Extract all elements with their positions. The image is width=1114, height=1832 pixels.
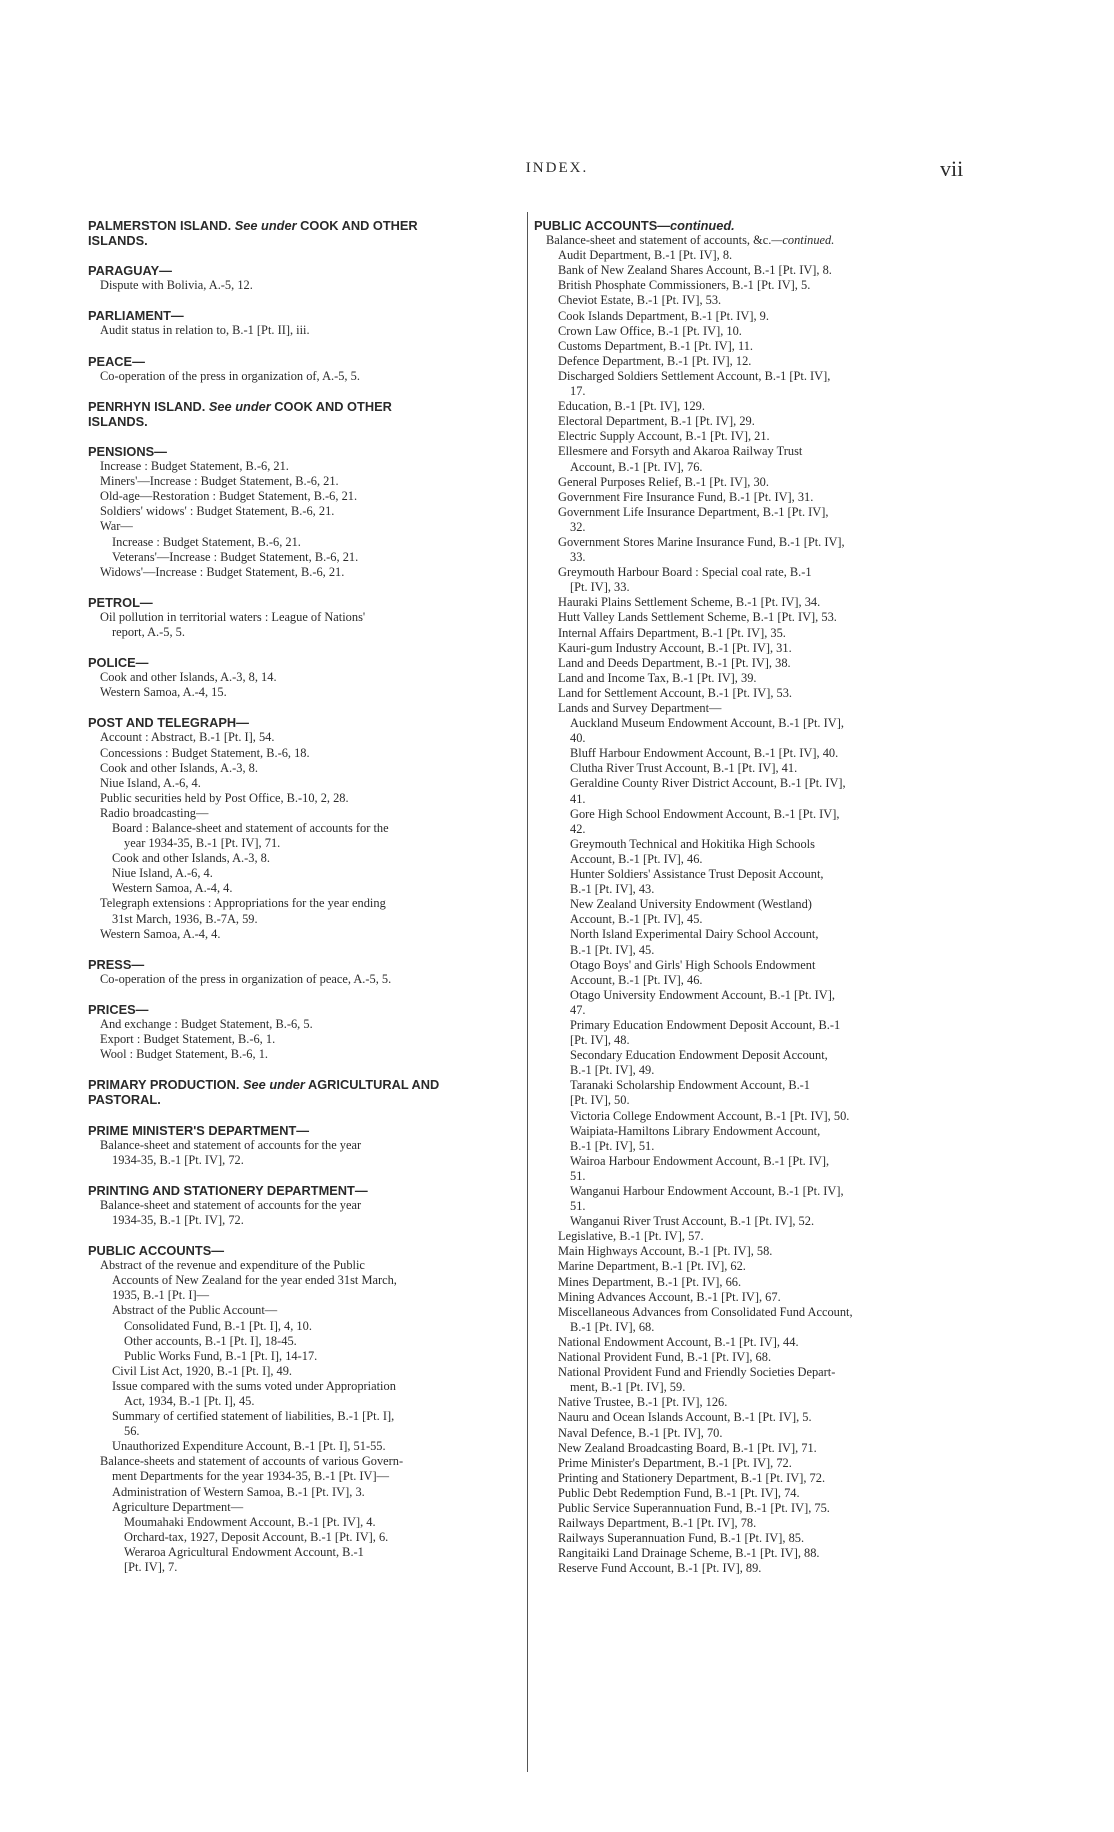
index-entry: Veterans'—Increase : Budget Statement, B.-6, 21. (112, 549, 359, 564)
index-entry: Kauri-gum Industry Account, B.-1 [Pt. IV], 31. (558, 640, 792, 655)
index-entry: Bluff Harbour Endowment Account, B.-1 [Pt. IV], 40. (570, 746, 839, 761)
index-entry: Consolidated Fund, B.-1 [Pt. I], 4, 10. (124, 1318, 312, 1333)
index-entry: B.-1 [Pt. IV], 43. (570, 882, 655, 897)
index-heading (88, 1077, 518, 1092)
index-entry: General Purposes Relief, B.-1 [Pt. IV], 30. (558, 474, 769, 489)
index-entry: Cook and other Islands, A.-3, 8. (112, 851, 270, 866)
index-entry: Nauru and Ocean Islands Account, B.-1 [Pt. IV], 5. (558, 1410, 812, 1425)
index-entry: Primary Education Endowment Deposit Account, B.-1 (570, 1017, 841, 1032)
index-text-segment: PENRHYN ISLAND. (88, 398, 209, 414)
index-entry: North Island Experimental Dairy School Account, (570, 927, 819, 942)
index-entry: Rangitaiki Land Drainage Scheme, B.-1 [Pt. IV], 88. (558, 1546, 820, 1561)
index-entry: Accounts of New Zealand for the year ended 31st March, (112, 1273, 397, 1288)
index-text-segment: See under (208, 398, 271, 414)
index-entry: Account, B.-1 [Pt. IV], 46. (570, 851, 703, 866)
index-entry: 42. (570, 821, 586, 836)
index-entry: National Endowment Account, B.-1 [Pt. IV], 44. (558, 1334, 799, 1349)
index-entry: Prime Minister's Department, B.-1 [Pt. IV], 72. (558, 1455, 792, 1470)
index-entry: year 1934-35, B.-1 [Pt. IV], 71. (124, 836, 281, 851)
index-entry: Gore High School Endowment Account, B.-1 [Pt. IV], (570, 806, 840, 821)
index-heading: PRINTING AND STATIONERY DEPARTMENT— (88, 1182, 368, 1198)
index-text-segment: PALMERSTON ISLAND. (88, 218, 235, 233)
index-entry: Increase : Budget Statement, B.-6, 21. (100, 459, 289, 474)
index-entry: Public securities held by Post Office, B.-10, 2, 28. (100, 790, 349, 805)
index-entry: Soldiers' widows' : Budget Statement, B.-6, 21. (100, 504, 335, 519)
index-entry: Moumahaki Endowment Account, B.-1 [Pt. IV], 4. (124, 1514, 376, 1529)
index-entry: [Pt. IV], 33. (570, 580, 630, 595)
column-divider (527, 212, 528, 1772)
index-entry: Orchard-tax, 1927, Deposit Account, B.-1 [Pt. IV], 6. (124, 1529, 389, 1544)
index-entry: [Pt. IV], 50. (570, 1093, 630, 1108)
index-entry: ment, B.-1 [Pt. IV], 59. (570, 1380, 686, 1395)
index-entry: B.-1 [Pt. IV], 45. (570, 942, 655, 957)
index-entry: Geraldine County River District Account, B.-1 [Pt. IV], (570, 776, 846, 791)
index-entry: National Provident Fund and Friendly Societies Depart- (558, 1365, 836, 1380)
index-entry: Legislative, B.-1 [Pt. IV], 57. (558, 1229, 704, 1244)
index-entry: 1934-35, B.-1 [Pt. IV], 72. (112, 1152, 244, 1167)
index-entry: 41. (570, 791, 586, 806)
index-entry: 47. (570, 1002, 586, 1017)
index-entry: Co-operation of the press in organization of, A.-5, 5. (100, 368, 360, 383)
index-entry: Co-operation of the press in organization of peace, A.-5, 5. (100, 971, 392, 986)
index-entry: Land and Deeds Department, B.-1 [Pt. IV], 38. (558, 655, 791, 670)
index-entry: Marine Department, B.-1 [Pt. IV], 62. (558, 1259, 746, 1274)
index-text-segment: —continued. (657, 218, 735, 233)
index-entry: Act, 1934, B.-1 [Pt. I], 45. (124, 1394, 255, 1408)
index-entry: Defence Department, B.-1 [Pt. IV], 12. (558, 353, 752, 368)
index-entry: Hutt Valley Lands Settlement Scheme, B.-1 [Pt. IV], 53. (558, 610, 837, 625)
index-entry: Main Highways Account, B.-1 [Pt. IV], 58. (558, 1244, 773, 1259)
index-entry: Niue Island, A.-6, 4. (112, 866, 213, 881)
index-entry: And exchange : Budget Statement, B.-6, 5. (100, 1017, 313, 1032)
index-entry: Railways Department, B.-1 [Pt. IV], 78. (558, 1516, 757, 1531)
index-entry: Government Life Insurance Department, B.-1 [Pt. IV], (558, 504, 829, 519)
index-entry: [Pt. IV], 48. (570, 1033, 630, 1048)
index-entry: Public Service Superannuation Fund, B.-1 [Pt. IV], 75. (558, 1500, 830, 1515)
index-heading (534, 218, 970, 233)
index-entry: Clutha River Trust Account, B.-1 [Pt. IV], 41. (570, 761, 798, 776)
index-heading: POST AND TELEGRAPH— (88, 715, 249, 731)
index-entry: Miscellaneous Advances from Consolidated Fund Account, (558, 1304, 853, 1319)
index-entry: Wairoa Harbour Endowment Account, B.-1 [Pt. IV], (570, 1153, 830, 1168)
index-entry: Auckland Museum Endowment Account, B.-1 [Pt. IV], (570, 716, 844, 731)
index-entry: 1934-35, B.-1 [Pt. IV], 72. (112, 1212, 244, 1227)
index-entry: Greymouth Technical and Hokitika High Schools (570, 836, 815, 851)
index-column-right (534, 218, 970, 1576)
index-entry: Agriculture Department— (112, 1499, 244, 1514)
index-entry: Public Debt Redemption Fund, B.-1 [Pt. IV], 74. (558, 1485, 800, 1500)
index-column-left (88, 218, 518, 1575)
index-entry: Western Samoa, A.-4, 4. (112, 881, 233, 896)
index-entry: Mines Department, B.-1 [Pt. IV], 66. (558, 1274, 742, 1289)
index-entry: Government Fire Insurance Fund, B.-1 [Pt. IV], 31. (558, 489, 814, 504)
index-entry: Audit status in relation to, B.-1 [Pt. II], iii. (100, 323, 310, 338)
index-entry: Otago University Endowment Account, B.-1 [Pt. IV], (570, 987, 835, 1002)
index-entry: Abstract of the Public Account— (112, 1303, 278, 1318)
index-entry: Weraroa Agricultural Endowment Account, B.-1 (124, 1544, 364, 1559)
index-entry: Radio broadcasting— (100, 805, 209, 820)
index-entry: Niue Island, A.-6, 4. (100, 775, 201, 790)
index-entry: Victoria College Endowment Account, B.-1 [Pt. IV], 50. (570, 1108, 850, 1123)
index-text-segment: COOK AND OTHER (296, 218, 418, 233)
index-entry: Western Samoa, A.-4, 15. (100, 685, 227, 700)
index-entry: 33. (570, 550, 586, 565)
index-text-segment: PUBLIC ACCOUNTS (534, 218, 658, 233)
index-entry: Otago Boys' and Girls' High Schools Endowment (570, 957, 816, 972)
index-entry: Reserve Fund Account, B.-1 [Pt. IV], 89. (558, 1561, 762, 1576)
index-entry: ment Departments for the year 1934-35, B.-1 [Pt. IV]— (112, 1469, 389, 1484)
index-entry (534, 233, 970, 248)
index-entry: British Phosphate Commissioners, B.-1 [Pt. IV], 5. (558, 278, 811, 293)
index-entry: Government Stores Marine Insurance Fund, B.-1 [Pt. IV], (558, 534, 845, 549)
index-entry: National Provident Fund, B.-1 [Pt. IV], 68. (558, 1350, 772, 1365)
index-entry: Abstract of the revenue and expenditure of the Public (100, 1258, 365, 1273)
index-heading (88, 399, 518, 414)
page-header-title: INDEX. (525, 160, 589, 176)
index-entry: Lands and Survey Department— (558, 701, 722, 715)
index-entry: Crown Law Office, B.-1 [Pt. IV], 10. (558, 323, 742, 338)
index-heading: PASTORAL. (88, 1092, 161, 1108)
index-entry: Naval Defence, B.-1 [Pt. IV], 70. (558, 1425, 723, 1440)
index-entry: 56. (124, 1424, 140, 1439)
index-entry: Account, B.-1 [Pt. IV], 46. (570, 972, 703, 987)
index-entry: Dispute with Bolivia, A.-5, 12. (100, 278, 253, 293)
index-heading: PRIME MINISTER'S DEPARTMENT— (88, 1122, 310, 1138)
index-heading: PARAGUAY— (88, 263, 172, 279)
index-text-segment: PRIMARY PRODUCTION. (88, 1077, 243, 1093)
index-entry: Balance-sheets and statement of accounts of various Govern- (100, 1454, 404, 1469)
index-heading: ISLANDS. (88, 413, 148, 429)
index-heading: PUBLIC ACCOUNTS— (88, 1243, 225, 1259)
index-heading: PEACE— (88, 353, 145, 369)
page-number: vii (940, 156, 964, 181)
index-entry: Concessions : Budget Statement, B.-6, 18. (100, 745, 310, 760)
index-entry: 32. (570, 519, 586, 534)
index-heading: PETROL— (88, 594, 153, 610)
index-text-segment: —continued. (771, 233, 835, 248)
index-entry: Printing and Stationery Department, B.-1 [Pt. IV], 72. (558, 1470, 826, 1485)
index-entry: B.-1 [Pt. IV], 68. (570, 1319, 655, 1334)
index-entry: 31st March, 1936, B.-7A, 59. (112, 911, 258, 926)
index-heading: PENSIONS— (88, 443, 167, 459)
index-entry: Unauthorized Expenditure Account, B.-1 [Pt. I], 51-55. (112, 1439, 386, 1454)
index-entry: report, A.-5, 5. (112, 624, 185, 639)
index-entry: Old-age—Restoration : Budget Statement, B.-6, 21. (100, 489, 358, 504)
index-text-segment: See under (234, 218, 297, 233)
index-entry: New Zealand University Endowment (Westland) (570, 897, 812, 912)
index-entry: Electric Supply Account, B.-1 [Pt. IV], 21. (558, 429, 770, 444)
index-entry: Electoral Department, B.-1 [Pt. IV], 29. (558, 414, 755, 429)
index-entry: Account : Abstract, B.-1 [Pt. I], 54. (100, 730, 275, 745)
index-entry: Secondary Education Endowment Deposit Account, (570, 1048, 828, 1063)
index-entry: Waipiata-Hamiltons Library Endowment Account, (570, 1123, 821, 1138)
index-entry: Ellesmere and Forsyth and Akaroa Railway Trust (558, 444, 803, 459)
index-heading (88, 218, 518, 233)
index-entry: Summary of certified statement of liabilities, B.-1 [Pt. I], (112, 1409, 395, 1424)
index-entry: 51. (570, 1168, 586, 1183)
index-entry: Mining Advances Account, B.-1 [Pt. IV], 67. (558, 1289, 781, 1304)
index-entry: Education, B.-1 [Pt. IV], 129. (558, 399, 705, 414)
index-entry: Telegraph extensions : Appropriations for the year ending (100, 896, 386, 911)
index-entry: Hauraki Plains Settlement Scheme, B.-1 [Pt. IV], 34. (558, 595, 821, 610)
index-entry: Western Samoa, A.-4, 4. (100, 926, 221, 941)
index-entry: Hunter Soldiers' Assistance Trust Deposit Account, (570, 867, 824, 882)
index-entry: Account, B.-1 [Pt. IV], 45. (570, 912, 703, 927)
index-text-segment: COOK AND OTHER (270, 398, 392, 414)
index-heading: PARLIAMENT— (88, 308, 184, 324)
index-entry: B.-1 [Pt. IV], 49. (570, 1063, 655, 1078)
index-entry: Balance-sheet and statement of accounts for the year (100, 1137, 362, 1152)
index-entry: Discharged Soldiers Settlement Account, B.-1 [Pt. IV], (558, 368, 831, 383)
index-entry: Taranaki Scholarship Endowment Account, B.-1 (570, 1078, 811, 1093)
index-entry: 40. (570, 731, 586, 746)
index-entry: Wanganui River Trust Account, B.-1 [Pt. IV], 52. (570, 1214, 815, 1229)
index-heading: POLICE— (88, 655, 149, 671)
index-entry: [Pt. IV], 7. (124, 1560, 178, 1575)
index-entry: 51. (570, 1199, 586, 1214)
index-entry: Account, B.-1 [Pt. IV], 76. (570, 459, 703, 474)
index-heading: PRICES— (88, 1001, 149, 1017)
index-entry: War— (100, 519, 133, 534)
index-entry: Land for Settlement Account, B.-1 [Pt. IV], 53. (558, 685, 792, 700)
index-entry: Widows'—Increase : Budget Statement, B.-6, 21. (100, 564, 345, 579)
index-entry: Wool : Budget Statement, B.-6, 1. (100, 1047, 268, 1062)
index-entry: Audit Department, B.-1 [Pt. IV], 8. (558, 248, 733, 263)
index-entry: B.-1 [Pt. IV], 51. (570, 1138, 655, 1153)
index-entry: Customs Department, B.-1 [Pt. IV], 11. (558, 338, 754, 353)
index-entry: Board : Balance-sheet and statement of accounts for the (112, 821, 389, 835)
index-text-segment: See under (243, 1077, 305, 1093)
index-heading: PRESS— (88, 956, 145, 972)
index-entry: 1935, B.-1 [Pt. I]— (112, 1288, 210, 1303)
index-text-segment: AGRICULTURAL AND (304, 1077, 440, 1093)
index-entry: Native Trustee, B.-1 [Pt. IV], 126. (558, 1395, 728, 1410)
index-entry: Increase : Budget Statement, B.-6, 21. (112, 534, 301, 549)
index-entry: 17. (570, 384, 586, 399)
index-entry: New Zealand Broadcasting Board, B.-1 [Pt. IV], 71. (558, 1440, 817, 1455)
index-entry: Civil List Act, 1920, B.-1 [Pt. I], 49. (112, 1363, 293, 1378)
index-entry: Cook and other Islands, A.-3, 8, 14. (100, 670, 277, 685)
index-entry: Public Works Fund, B.-1 [Pt. I], 14-17. (124, 1348, 318, 1363)
index-entry: Issue compared with the sums voted under Appropriation (112, 1378, 396, 1393)
index-entry: Internal Affairs Department, B.-1 [Pt. IV], 35. (558, 625, 786, 640)
index-entry: Cheviot Estate, B.-1 [Pt. IV], 53. (558, 293, 722, 308)
index-entry: Cook Islands Department, B.-1 [Pt. IV], 9. (558, 308, 769, 323)
index-entry: Balance-sheet and statement of accounts for the year (100, 1197, 362, 1212)
index-entry: Bank of New Zealand Shares Account, B.-1 [Pt. IV], 8. (558, 263, 832, 278)
index-entry: Export : Budget Statement, B.-6, 1. (100, 1032, 276, 1047)
index-entry: Oil pollution in territorial waters : League of Nations' (100, 609, 366, 624)
index-entry: Railways Superannuation Fund, B.-1 [Pt. IV], 85. (558, 1531, 805, 1546)
index-heading: ISLANDS. (88, 233, 148, 249)
index-entry: Land and Income Tax, B.-1 [Pt. IV], 39. (558, 670, 757, 685)
index-entry: Wanganui Harbour Endowment Account, B.-1 [Pt. IV], (570, 1184, 844, 1198)
index-entry: Administration of Western Samoa, B.-1 [Pt. IV], 3. (112, 1484, 365, 1499)
index-text-segment: Balance-sheet and statement of accounts, &c. (546, 233, 772, 248)
index-entry: Greymouth Harbour Board : Special coal rate, B.-1 (558, 565, 812, 580)
index-entry: Cook and other Islands, A.-3, 8. (100, 760, 258, 775)
index-entry: Other accounts, B.-1 [Pt. I], 18-45. (124, 1333, 297, 1348)
index-entry: Miners'—Increase : Budget Statement, B.-6, 21. (100, 474, 339, 489)
